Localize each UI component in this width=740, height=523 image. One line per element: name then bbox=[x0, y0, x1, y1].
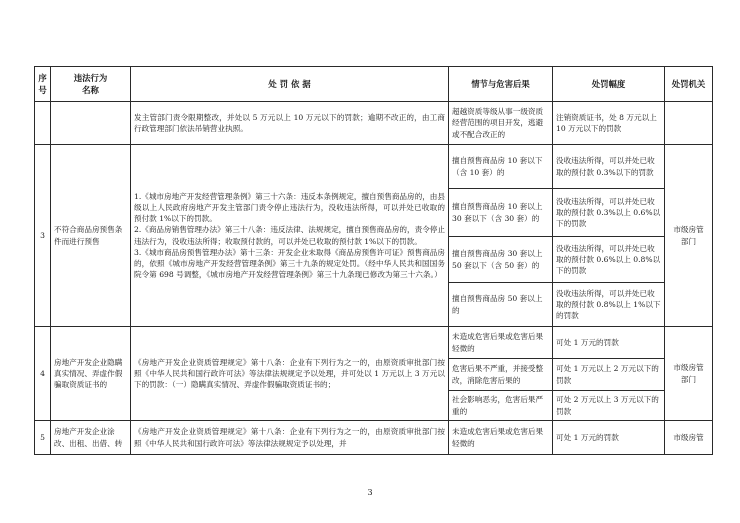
circumstance-cell: 擅自预售商品房 50 套以上的 bbox=[449, 283, 553, 327]
table-row bbox=[35, 102, 713, 145]
range-cell: 没收违法所得，可以并处已收取的预付款 0.8%以上 1%以下的罚款 bbox=[553, 283, 665, 327]
range-cell: 没收违法所得，可以并处已收取的预付款 0.3%以下的罚款 bbox=[553, 145, 665, 189]
header-circumstance: 情节与危害后果 bbox=[449, 67, 553, 102]
table-row bbox=[35, 145, 713, 189]
range-cell: 可处 2 万元以上 3 万元以下的罚款 bbox=[553, 391, 665, 421]
row-number: 4 bbox=[35, 327, 51, 421]
table-row bbox=[35, 327, 713, 359]
table-row bbox=[35, 421, 713, 455]
circumstance-cell: 擅自预售商品房 30 套以上 50 套以下（含 50 套）的 bbox=[449, 237, 553, 283]
range-cell: 可处 1 万元的罚款 bbox=[553, 421, 665, 455]
circumstance-cell: 社会影响恶劣，危害后果严重的 bbox=[449, 391, 553, 421]
basis-cell: 《房地产开发企业资质管理规定》第十八条：企业有下列行为之一的，由原资质审批部门按照《中华人民共和国行政许可法》等法律法规规定予以处理，并 bbox=[131, 421, 449, 455]
circumstance-cell: 擅自预售商品房 10 套以上 30 套以下（含 30 套）的 bbox=[449, 189, 553, 237]
header-organ: 处罚机关 bbox=[665, 67, 713, 102]
circumstance-cell: 未造成危害后果或危害后果轻微的 bbox=[449, 327, 553, 359]
circumstance-cell: 危害后果不严重，并接受整改，消除危害后果的 bbox=[449, 359, 553, 391]
header-basis: 处 罚 依 据 bbox=[131, 67, 449, 102]
basis-item: 1.《城市房地产开发经营管理条例》第三十六条：违反本条例规定，擅自预售商品房的，由县级以上人民政府房地产开发主管部门责令停止违法行为，没收违法所得，可以并处已收取的预付款 1%以下的罚款。 bbox=[134, 191, 445, 224]
act-name: 房地产开发企业隐瞒真实情况、弄虚作假骗取资质证书的 bbox=[51, 327, 131, 421]
basis-cell: 发主管部门责令限期整改，并处以 5 万元以上 10 万元以下的罚款；逾期不改正的，由工商行政管理部门依法吊销营业执照。 bbox=[131, 102, 449, 145]
range-cell: 可处 1 万元以上 2 万元以下的罚款 bbox=[553, 359, 665, 391]
range-cell: 没收违法所得，可以并处已收取的预付款 0.6%以上 0.8%以下的罚款 bbox=[553, 237, 665, 283]
basis-item: 3.《城市商品房预售管理办法》第十三条：开发企业未取得《商品房预售许可证》预售商品房的，依照《城市房地产开发经营管理条例》第三十九条的规定处罚。（经中华人民共和国国务院令第 698 号调整，《城市房地产开发经营管理条例》第三十九条现已修改为第三十六条。） bbox=[134, 247, 445, 280]
act-name: 不符合商品房预售条件而进行预售 bbox=[51, 145, 131, 327]
basis-cell bbox=[131, 145, 449, 327]
basis-cell: 《房地产开发企业资质管理规定》第十八条：企业有下列行为之一的，由原资质审批部门按照《中华人民共和国行政许可法》等法律法规规定予以处理，并可处以 1 万元以上 3 万元以下的罚款：（一）隐瞒真实情况、弄虚作假骗取资质证书的； bbox=[131, 327, 449, 421]
organ-cell: 市级房管部门 bbox=[665, 145, 713, 327]
header-no: 序号 bbox=[35, 67, 51, 102]
range-cell: 可处 1 万元的罚款 bbox=[553, 327, 665, 359]
circumstance-cell: 超越资质等级从事一级资质经营范围的项目开发，逃避或不配合改正的 bbox=[449, 102, 553, 145]
header-range: 处罚幅度 bbox=[553, 67, 665, 102]
range-cell: 注销资质证书，处 8 万元以上 10 万元以下的罚款 bbox=[553, 102, 665, 145]
row-number: 3 bbox=[35, 145, 51, 327]
basis-item: 2.《商品房销售管理办法》第三十八条：违反法律、法规规定，擅自预售商品房的，责令停止违法行为，没收违法所得；收取预付款的，可以并处已收取的预付款 1%以下的罚款。 bbox=[134, 225, 445, 246]
header-act: 违法行为 名称 bbox=[51, 67, 131, 102]
row-number: 5 bbox=[35, 421, 51, 455]
act-name: 房地产开发企业涂改、出租、出借、转 bbox=[51, 421, 131, 455]
circumstance-cell: 未造成危害后果或危害后果轻微的 bbox=[449, 421, 553, 455]
range-cell: 没收违法所得，可以并处已收取的预付款 0.3%以上 0.6%以下的罚款 bbox=[553, 189, 665, 237]
penalty-table bbox=[34, 66, 713, 455]
page-number: 3 bbox=[367, 488, 373, 497]
organ-cell: 市级房管部门 bbox=[665, 327, 713, 421]
circumstance-cell: 擅自预售商品房 10 套以下（含 10 套）的 bbox=[449, 145, 553, 189]
organ-cell: 市级房管 bbox=[665, 421, 713, 455]
header-row bbox=[35, 67, 713, 102]
